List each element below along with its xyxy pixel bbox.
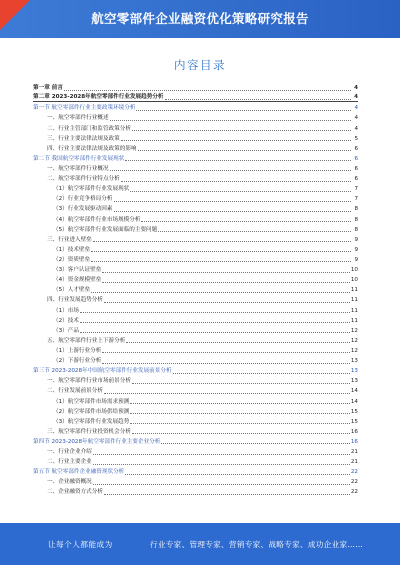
footer-slogan-left: 让每个人都能成为 [48,540,113,549]
toc-dot-leader [104,494,350,495]
toc-entry-title: （2）资质壁垒 [53,256,91,263]
toc-entry[interactable] [33,163,358,173]
toc-entry-title: 二、行业发展前景分析 [47,388,103,395]
toc-entry[interactable] [33,254,358,264]
toc-entry[interactable] [33,122,358,132]
toc-entry-page: 11 [350,317,358,324]
toc-entry[interactable] [33,92,358,102]
toc-entry[interactable] [33,143,358,153]
toc-entry[interactable] [33,274,358,284]
toc-entry-page: 4 [354,125,358,132]
toc-entry[interactable] [33,203,358,213]
toc-entry-page: 10 [350,267,358,274]
toc-entry-title: 第二节 我国航空零部件行业发展现状 [33,155,125,162]
toc-entry-page: 21 [350,449,358,456]
toc-entry-title: 一、企业融资概况 [47,479,92,486]
toc-entry-title: （1）市场 [53,307,79,314]
toc-dot-leader [104,302,350,303]
toc-entry-page: 16 [350,428,358,435]
toc-entry-title: （3）行业发展驱动因素 [53,206,113,213]
toc-entry-title: 一、航空零部件行业概述 [47,115,109,122]
toc-entry-title: 第四节 2023-2028年航空零部件行业主要企业分析 [33,438,161,445]
toc-dot-leader [102,352,350,353]
toc-entry-title: （1）航空零部件行业发展现状 [53,186,130,193]
toc-entry-title: 二、行业主要企业 [47,459,92,466]
toc-dot-leader [141,221,351,222]
toc-entry[interactable] [33,315,358,325]
toc-heading: 内容目录 [174,58,226,72]
toc-entry[interactable] [33,355,358,365]
toc-dot-leader [64,90,351,91]
toc-entry-title: 第三节 2023-2028年中国航空零部件行业发展前景分析 [33,368,172,375]
toc-entry-title: 四、行业主要法律法规及政策的影响 [47,145,137,152]
toc-entry-page: 15 [350,418,358,425]
toc-entry[interactable] [33,385,358,395]
toc-entry[interactable] [33,153,358,163]
toc-dot-leader [136,110,351,111]
toc-entry-page: 11 [350,297,358,304]
toc-dot-leader [93,241,351,242]
toc-entry[interactable] [33,304,358,314]
toc-entry-page: 4 [354,94,358,101]
toc-entry[interactable] [33,325,358,335]
toc-entry[interactable] [33,133,358,143]
toc-entry-title: （5）航空零部件行业发展面临的主要问题 [53,226,158,233]
toc-dot-leader [130,413,350,414]
toc-dot-leader [130,191,351,192]
toc-entry-title: （5）人才壁垒 [53,287,91,294]
toc-entry-page: 7 [354,186,358,193]
toc-dot-leader [110,120,351,121]
header-banner [0,0,400,38]
toc-entry-title: 一、航空零部件行业市场前景分析 [47,378,131,385]
toc-dot-leader [102,282,350,283]
toc-entry-title: （2）行业竞争格局分析 [53,196,113,203]
toc-entry-page: 22 [350,479,358,486]
toc-entry[interactable] [33,234,358,244]
toc-entry[interactable] [33,466,358,476]
toc-entry-page: 22 [350,489,358,496]
toc-entry-page: 22 [350,469,358,476]
toc-entry[interactable] [33,294,358,304]
toc-entry[interactable] [33,213,358,223]
toc-entry[interactable] [33,183,358,193]
toc-dot-leader [80,312,350,313]
footer-banner [0,523,400,565]
toc-entry-page: 6 [354,176,358,183]
toc-entry[interactable] [33,406,358,416]
toc-dot-leader [130,423,350,424]
toc-dot-leader [132,383,350,384]
toc-entry-title: 四、行业发展趋势分析 [47,297,103,304]
toc-entry[interactable] [33,345,358,355]
toc-entry[interactable] [33,82,358,92]
toc-entry-title: 三、航空零部件行业投资机会分析 [47,428,131,435]
toc-entry-title: 二、行业主管部门和监管政策分析 [47,125,131,132]
toc-dot-leader [93,454,350,455]
toc-entry-title: （3）产品 [53,327,79,334]
toc-entry[interactable] [33,284,358,294]
report-title: 航空零部件企业融资优化策略研究报告 [91,11,309,26]
toc-entry[interactable] [33,102,358,112]
toc-entry-title: （1）技术壁垒 [53,246,91,253]
toc-entry[interactable] [33,173,358,183]
toc-entry-page: 4 [354,105,358,112]
toc-entry-page: 10 [350,277,358,284]
toc-dot-leader [80,322,350,323]
toc-entry[interactable] [33,193,358,203]
toc-entry-page: 13 [350,378,358,385]
toc-entry[interactable] [33,436,358,446]
toc-dot-leader [91,261,351,262]
toc-dot-leader [104,393,350,394]
toc-dot-leader [132,433,350,434]
toc-entry[interactable] [33,335,358,345]
toc-entry-title: 二、企业融资方式分析 [47,489,103,496]
toc-entry[interactable] [33,264,358,274]
toc-dot-leader [125,474,350,475]
footer-slogan-right: 行业专家、管理专家、营销专家、战略专家、成功企业家…… [150,540,364,549]
toc-entry-page: 7 [354,196,358,203]
toc-dot-leader [102,272,350,273]
toc-entry-page: 5 [354,135,358,142]
toc-entry[interactable] [33,395,358,405]
toc-entry-page: 8 [354,226,358,233]
toc-entry-title: 一、航空零部件行业概况 [47,165,109,172]
toc-entry-title: 第五节 航空零部件企业融资现状分析 [33,469,125,476]
toc-entry-page: 8 [354,216,358,223]
toc-entry-title: （2）技术 [53,317,79,324]
toc-entry-title: 五、航空零部件行业上下游分析 [47,337,126,344]
toc-entry-page: 4 [354,115,358,122]
toc-dot-leader [114,201,352,202]
toc-dot-leader [132,130,351,131]
toc-dot-leader [138,150,351,151]
toc-dot-leader [130,403,350,404]
toc-entry-title: 三、行业进入壁垒 [47,236,92,243]
toc-entry-page: 6 [354,165,358,172]
toc-dot-leader [110,170,351,171]
toc-dot-leader [161,443,350,444]
toc-entry-page: 4 [354,85,358,92]
toc-entry-title: （4）资金规模壁垒 [53,277,102,284]
toc-entry-page: 9 [354,256,358,263]
toc-entry-title: 第二章 2023-2028年航空零部件行业发展趋势分析 [33,94,164,101]
toc-dot-leader [126,342,350,343]
toc-entry[interactable] [33,244,358,254]
toc-entry[interactable] [33,476,358,486]
toc-entry-title: 第一章 前言 [33,85,63,92]
toc-entry[interactable] [33,426,358,436]
toc-dot-leader [125,160,351,161]
toc-dot-leader [165,99,351,100]
toc-entry-title: 三、行业主要法律法规及政策 [47,135,120,142]
toc-entry-page: 15 [350,408,358,415]
toc-dot-leader [158,231,351,232]
toc-entry-page: 9 [354,246,358,253]
toc-entry[interactable] [33,375,358,385]
toc-dot-leader [93,464,350,465]
toc-entry[interactable] [33,365,358,375]
toc-entry-title: （1）上游行业分析 [53,347,102,354]
toc-entry-title: 一、行业企业介绍 [47,449,92,456]
toc-entry-page: 9 [354,236,358,243]
toc-dot-leader [80,332,350,333]
toc-entry[interactable] [33,416,358,426]
toc-dot-leader [102,363,350,364]
toc-entry-page: 11 [350,307,358,314]
toc-entry-title: 第一节 航空零部件行业主要政策环境分析 [33,105,136,112]
toc-dot-leader [173,373,350,374]
toc-entry-title: （4）航空零部件行业市场规模分析 [53,216,141,223]
toc-entry[interactable] [33,224,358,234]
toc-dot-leader [91,292,350,293]
toc-entry-page: 12 [350,347,358,354]
toc-entry-page: 6 [354,145,358,152]
toc-entry-page: 12 [350,337,358,344]
toc-entry-page: 8 [354,206,358,213]
toc-entry-title: 二、航空零部件行业特点分析 [47,176,120,183]
toc-entry-page: 14 [350,388,358,395]
table-of-contents [33,82,358,496]
toc-entry-page: 13 [350,368,358,375]
toc-entry-page: 14 [350,398,358,405]
toc-dot-leader [121,140,351,141]
toc-entry[interactable] [33,456,358,466]
toc-entry-page: 11 [350,287,358,294]
toc-entry[interactable] [33,112,358,122]
toc-entry[interactable] [33,446,358,456]
toc-dot-leader [91,251,351,252]
toc-dot-leader [114,211,352,212]
toc-entry-title: （3）航空零部件行业发展趋势 [53,418,130,425]
toc-entry-page: 21 [350,459,358,466]
toc-entry-title: （2）航空零部件市场供给预测 [53,408,130,415]
toc-entry-title: （2）下游行业分析 [53,358,102,365]
toc-entry-page: 13 [350,358,358,365]
toc-dot-leader [93,484,350,485]
toc-entry-page: 6 [354,155,358,162]
toc-dot-leader [121,181,351,182]
toc-entry-page: 12 [350,327,358,334]
toc-entry-title: （3）客户认证壁垒 [53,267,102,274]
toc-entry-title: （1）航空零部件市场需求预测 [53,398,130,405]
toc-entry-page: 16 [350,438,358,445]
toc-entry[interactable] [33,486,358,496]
